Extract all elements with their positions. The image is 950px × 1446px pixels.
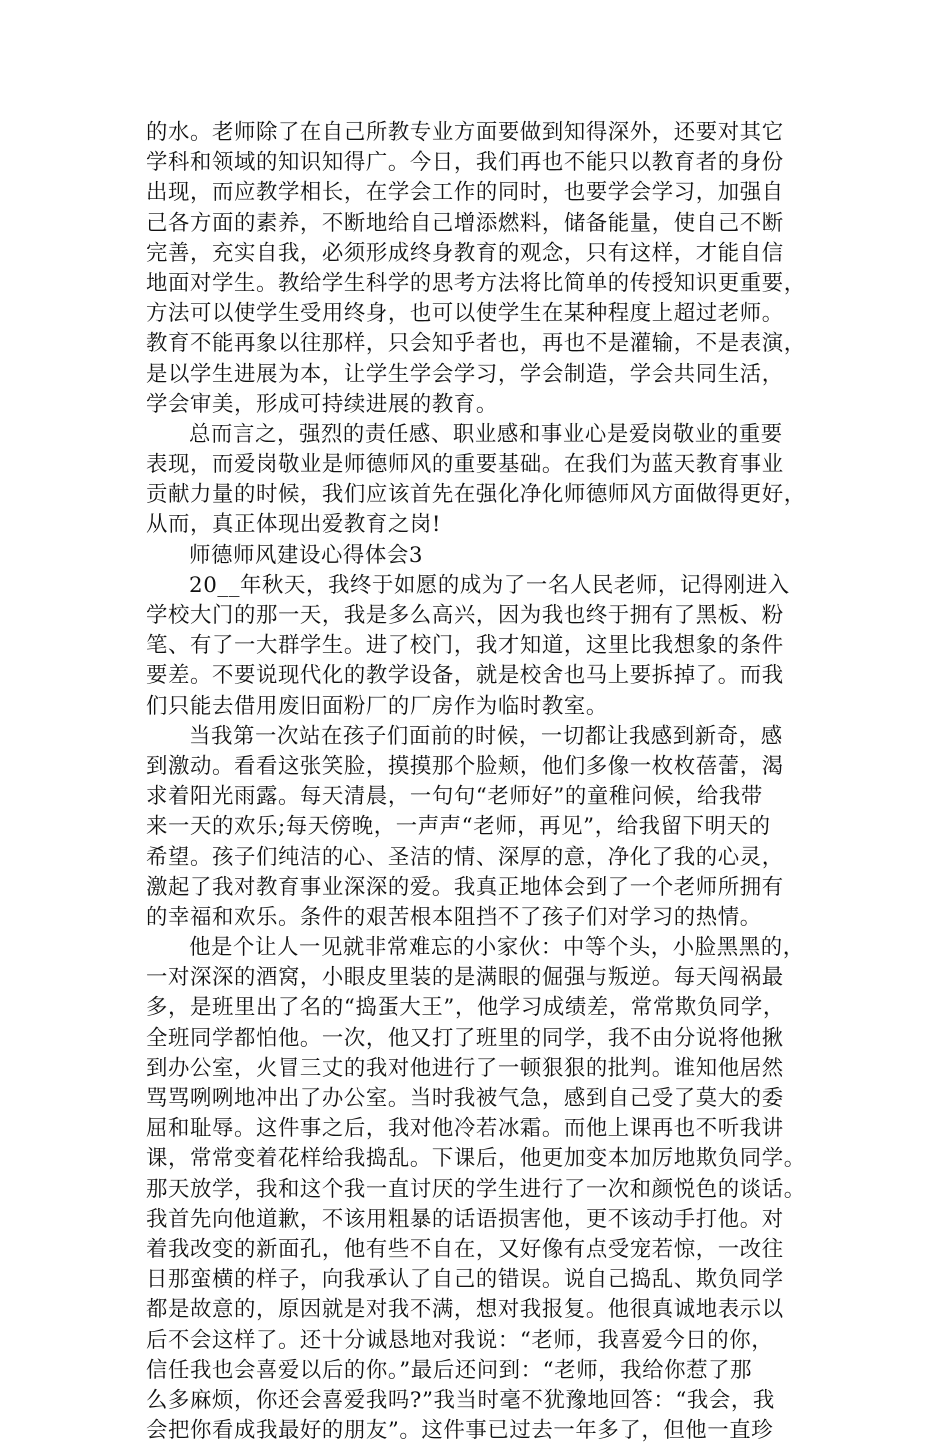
text-line: 教育不能再象以往那样，只会知乎者也，再也不是灌输，不是表演， — [146, 331, 806, 357]
text-line: 出现，而应教学相长，在学会工作的同时，也要学会学习，加强自 — [146, 180, 784, 206]
text-line: 总而言之，强烈的责任感、职业感和事业心是爱岗敬业的重要 — [189, 421, 783, 447]
text-line: 会把你看成我最好的朋友”。这件事已过去一年多了，但他一直珍 — [146, 1418, 774, 1444]
text-line: 师德师风建设心得体会3 — [189, 542, 424, 568]
text-line: 要差。不要说现代化的教学设备，就是校舍也马上要拆掉了。而我 — [146, 663, 784, 689]
text-line: 来一天的欢乐;每天傍晚，一声声“老师，再见”，给我留下明天的 — [146, 814, 771, 840]
text-line: 那天放学，我和这个我一直讨厌的学生进行了一次和颜悦色的谈话。 — [146, 1176, 806, 1202]
text-line: 希望。孩子们纯洁的心、圣洁的情、深厚的意，净化了我的心灵， — [146, 844, 784, 870]
text-line: 求着阳光雨露。每天清晨，一句句“老师好”的童稚问候，给我带 — [146, 784, 763, 810]
text-line: 们只能去借用废旧面粉厂的厂房作为临时教室。 — [146, 693, 608, 719]
text-line: 后不会这样了。还十分诚恳地对我说：“老师，我喜爱今日的你， — [146, 1327, 774, 1353]
text-line: 的水。老师除了在自己所教专业方面要做到知得深外，还要对其它 — [146, 120, 784, 145]
text-line: 激起了我对教育事业深深的爱。我真正地体会到了一个老师所拥有 — [146, 874, 784, 900]
text-line: 到激动。看看这张笑脸，摸摸那个脸颊，他们多像一枚枚蓓蕾，渴 — [146, 753, 784, 779]
text-line: 日那蛮横的样子，向我承认了自己的错误。说自己捣乱、欺负同学 — [146, 1267, 784, 1293]
text-line: 当我第一次站在孩子们面前的时候，一切都让我感到新奇，感 — [189, 723, 783, 749]
text-line: 学校大门的那一天，我是多么高兴，因为我也终于拥有了黑板、粉 — [146, 603, 784, 628]
text-line: 从而，真正体现出爱教育之岗! — [146, 512, 442, 538]
text-line: 全班同学都怕他。一次，他又打了班里的同学，我不由分说将他揪 — [146, 1025, 784, 1051]
text-line: 学会审美，形成可持续进展的教育。 — [146, 391, 498, 417]
text-line: 到办公室，火冒三丈的我对他进行了一顿狠狠的批判。谁知他居然 — [146, 1055, 784, 1081]
text-line: 表现，而爱岗敬业是师德师风的重要基础。在我们为蓝天教育事业 — [146, 452, 784, 478]
text-line: 都是故意的，原因就是对我不满，想对我报复。他很真诚地表示以 — [146, 1297, 784, 1323]
text-line: 20__年秋天，我终于如愿的成为了一名人民老师，记得刚进入 — [189, 572, 790, 598]
text-line: 是以学生进展为本，让学生学会学习，学会制造，学会共同生活， — [146, 361, 784, 387]
text-line: 着我改变的新面孔，他有些不自在，又好像有点受宠若惊，一改往 — [146, 1236, 784, 1262]
text-line: 贡献力量的时候，我们应该首先在强化净化师德师风方面做得更好， — [146, 482, 806, 508]
text-line: 我首先向他道歉，不该用粗暴的话语损害他，更不该动手打他。对 — [146, 1206, 784, 1232]
text-line: 屈和耻辱。这件事之后，我对他冷若冰霜。而他上课再也不听我讲 — [146, 1116, 784, 1142]
text-line: 笔、有了一大群学生。进了校门，我才知道，这里比我想象的条件 — [146, 633, 784, 659]
text-line: 么多麻烦，你还会喜爱我吗?”我当时毫不犹豫地回答：“我会，我 — [146, 1387, 775, 1413]
text-line: 的幸福和欢乐。条件的艰苦根本阻挡不了孩子们对学习的热情。 — [146, 904, 762, 930]
text-line: 学科和领域的知识知得广。今日，我们再也不能只以教育者的身份 — [146, 150, 784, 176]
text-line: 课，常常变着花样给我捣乱。下课后，他更加变本加厉地欺负同学。 — [146, 1146, 806, 1172]
text-line: 信任我也会喜爱以后的你。”最后还问到：“老师，我给你惹了那 — [146, 1357, 753, 1383]
text-line: 他是个让人一见就非常难忘的小家伙：中等个头，小脸黑黑的， — [189, 935, 805, 961]
text-line: 地面对学生。教给学生科学的思考方法将比简单的传授知识更重要， — [146, 270, 806, 296]
text-line: 己各方面的素养，不断地给自己增添燃料，储备能量，使自己不断 — [146, 210, 784, 236]
document-body-text — [146, 118, 814, 1446]
text-line: 一对深深的酒窝，小眼皮里装的是满眼的倔强与叛逆。每天闯祸最 — [146, 965, 784, 991]
text-line: 骂骂咧咧地冲出了办公室。当时我被气急，感到自己受了莫大的委 — [146, 1086, 784, 1111]
text-line: 完善，充实自我，必须形成终身教育的观念，只有这样，才能自信 — [146, 240, 784, 266]
text-line: 方法可以使学生受用终身，也可以使学生在某种程度上超过老师。 — [146, 301, 784, 327]
text-line: 多，是班里出了名的“捣蛋大王”，他学习成绩差，常常欺负同学， — [146, 995, 785, 1021]
